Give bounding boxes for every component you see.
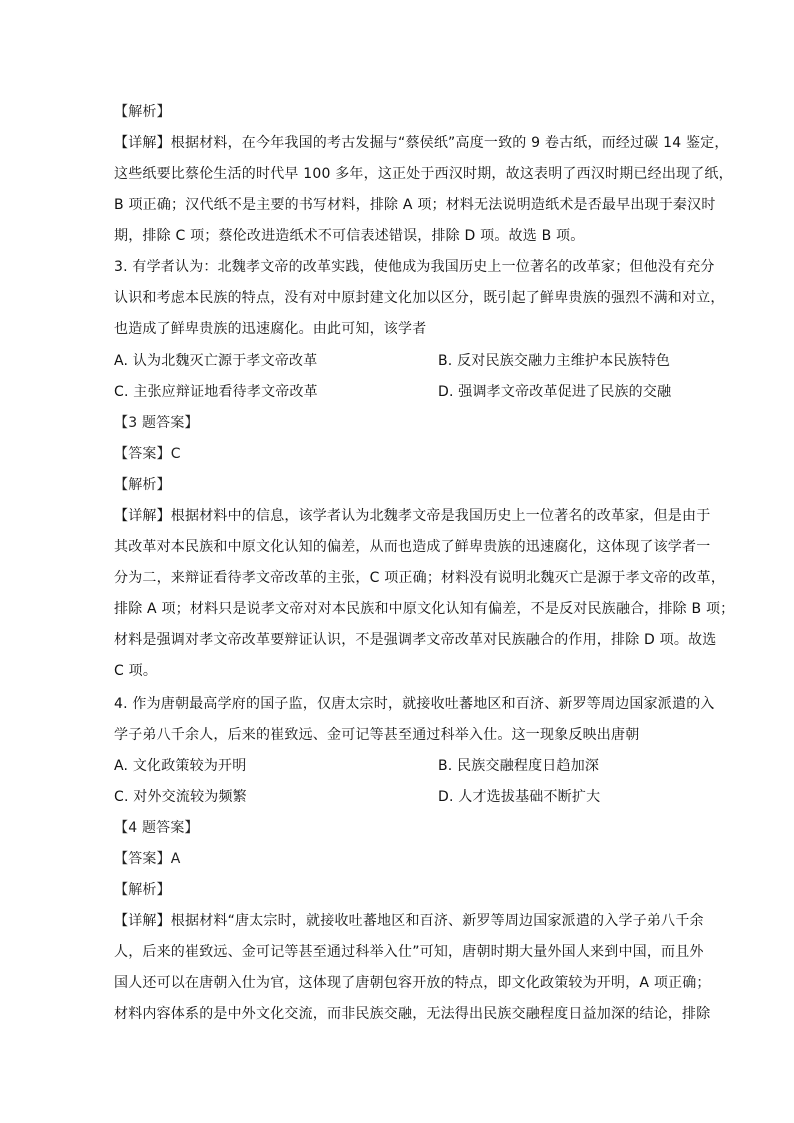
- detail-line: 国人还可以在唐朝入仕为官，这体现了唐朝包容开放的特点，即文化政策较为开明，A 项正确；: [114, 975, 711, 991]
- answer-value: 【答案】C: [114, 446, 181, 462]
- analysis-label: 【解析】: [114, 477, 171, 493]
- answer-heading: 【3 题答案】: [114, 415, 199, 431]
- detail-line: 分为二，来辩证看待孝文帝改革的主张，C 项正确；材料没有说明北魏灭亡是源于孝文帝的改革，: [114, 570, 726, 586]
- detail-line: 排除 A 项；材料只是说孝文帝对对本民族和中原文化认知有偏差，不是反对民族融合，排除 B 项；: [114, 601, 735, 617]
- detail-line: 期，排除 C 项；蔡伦改进造纸术不可信表述错误，排除 D 项。故选 B 项。: [114, 228, 585, 244]
- detail-line: 【详解】根据材料中的信息，该学者认为北魏孝文帝是我国历史上一位著名的改革家，但是由于: [114, 508, 711, 524]
- option-a: A. 认为北魏灭亡源于孝文帝改革: [114, 353, 318, 369]
- detail-line: 这些纸要比蔡伦生活的时代早 100 多年，这正处于西汉时期，故这表明了西汉时期已经出现了纸，: [114, 166, 733, 182]
- detail-line: C 项。: [114, 663, 158, 679]
- detail-line: 【详解】根据材料“唐太宗时，就接收吐蕃地区和百济、新罗等周边国家派遣的入学子弟八千余: [114, 913, 704, 929]
- answer-value: 【答案】A: [114, 851, 181, 867]
- detail-line: 人，后来的崔致远、金可记等甚至通过科举入仕”可知，唐朝时期大量外国人来到中国，而且外: [114, 944, 704, 960]
- option-a: A. 文化政策较为开明: [114, 758, 247, 774]
- option-d: D. 强调孝文帝改革促进了民族的交融: [438, 384, 672, 400]
- question-stem: 3. 有学者认为：北魏孝文帝的改革实践，使他成为我国历史上一位著名的改革家；但他没有充分: [114, 259, 715, 275]
- option-d: D. 人才选拔基础不断扩大: [438, 789, 601, 805]
- question-stem: 学子弟八千余人，后来的崔致远、金可记等甚至通过科举入仕。这一现象反映出唐朝: [114, 727, 640, 743]
- question-stem: 也造成了鲜卑贵族的迅速腐化。由此可知，该学者: [114, 321, 427, 337]
- question-stem: 认识和考虑本民族的特点，没有对中原封建文化加以区分，既引起了鲜卑贵族的强烈不满和对立，: [114, 290, 725, 306]
- question-stem: 4. 作为唐朝最高学府的国子监，仅唐太宗时，就接收吐蕃地区和百济、新罗等周边国家派遣的入: [114, 696, 715, 712]
- answer-heading: 【4 题答案】: [114, 820, 199, 836]
- option-b: B. 反对民族交融力主维护本民族特色: [438, 353, 671, 369]
- option-c: C. 对外交流较为频繁: [114, 789, 247, 805]
- detail-line: 其改革对本民族和中原文化认知的偏差，从而也造成了鲜卑贵族的迅速腐化，这体现了该学者一: [114, 539, 711, 555]
- detail-line: 材料内容体系的是中外文化交流，而非民族交融，无法得出民族交融程度日益加深的结论，排除: [114, 1006, 711, 1022]
- detail-line: 材料是强调对孝文帝改革要辩证认识，不是强调孝文帝改革对民族融合的作用，排除 D 项。故选: [114, 632, 717, 648]
- option-b: B. 民族交融程度日趋加深: [438, 758, 600, 774]
- option-c: C. 主张应辩证地看待孝文帝改革: [114, 384, 318, 400]
- analysis-label: 【解析】: [114, 882, 171, 898]
- analysis-label: 【解析】: [114, 104, 171, 120]
- detail-line: B 项正确；汉代纸不是主要的书写材料，排除 A 项；材料无法说明造纸术是否最早出现于秦汉时: [114, 197, 716, 213]
- detail-line: 【详解】根据材料，在今年我国的考古发掘与“蔡侯纸”高度一致的 9 卷古纸，而经过碳 14 鉴定，: [114, 135, 729, 151]
